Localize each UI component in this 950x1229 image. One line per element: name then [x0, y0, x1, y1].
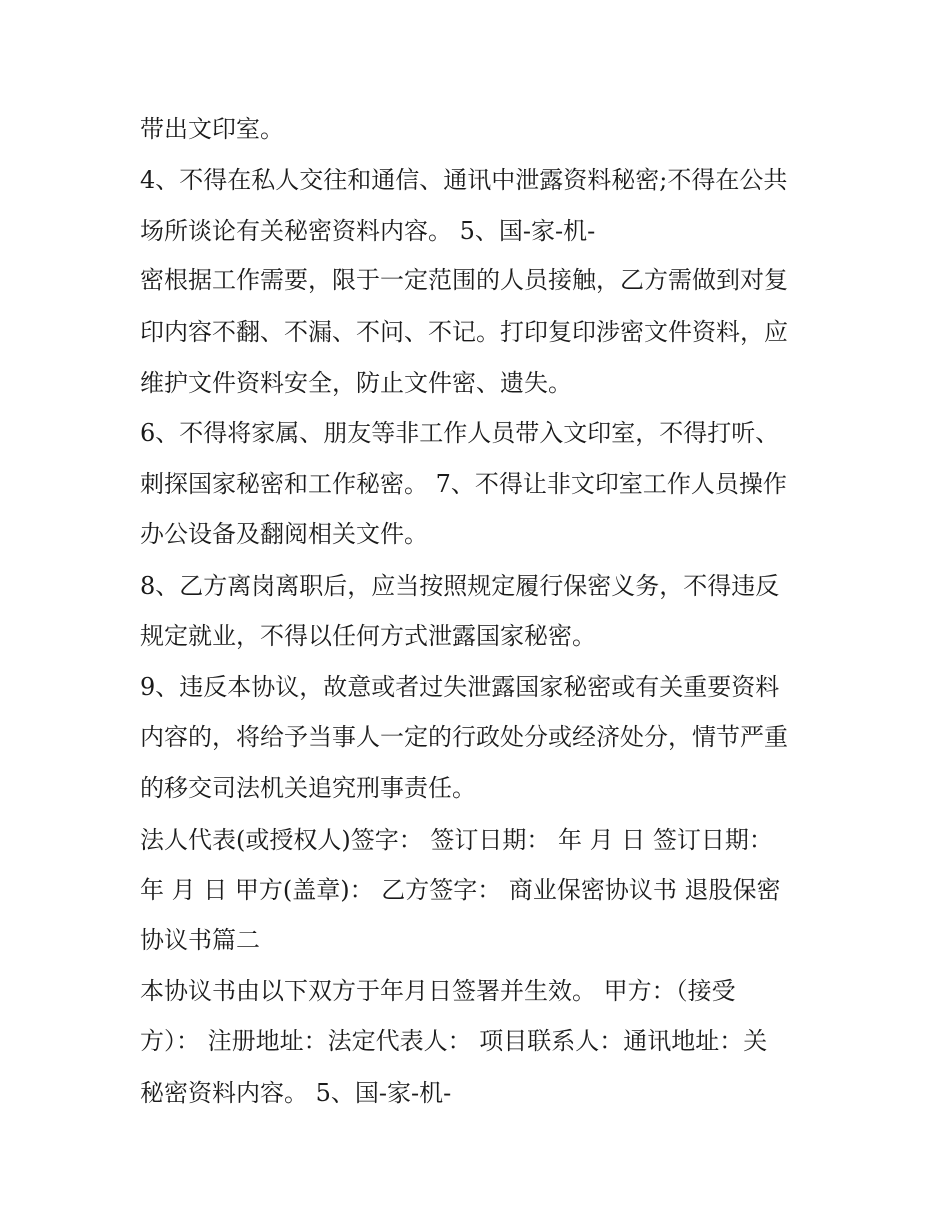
text-line: 维护文件资料安全，防止文件密、遗失。: [140, 369, 572, 397]
text-line: 协议书篇二: [140, 926, 260, 954]
text-line: 密根据工作需要，限于一定范围的人员接触，乙方需做到对复: [140, 266, 788, 294]
text-line: 规定就业，不得以任何方式泄露国家秘密。: [140, 622, 596, 650]
text-line: 4、不得在私人交往和通信、通讯中泄露资料秘密;不得在公共: [140, 166, 788, 194]
text-line: 年 月 日 甲方(盖章)： 乙方签字： 商业保密协议书 退股保密: [140, 876, 781, 904]
text-line: 带出文印室。: [140, 115, 284, 143]
text-line: 秘密资料内容。 5、国-家-机-: [140, 1079, 452, 1107]
text-line: 刺探国家秘密和工作秘密。 7、不得让非文印室工作人员操作: [140, 470, 787, 498]
text-line: 印内容不翻、不漏、不问、不记。打印复印涉密文件资料，应: [140, 318, 788, 346]
text-line: 的移交司法机关追究刑事责任。: [140, 774, 476, 802]
text-line: 场所谈论有关秘密资料内容。 5、国-家-机-: [140, 217, 596, 245]
text-line: 办公设备及翻阅相关文件。: [140, 520, 428, 548]
text-line: 8、乙方离岗离职后，应当按照规定履行保密义务，不得违反: [140, 572, 780, 600]
text-line: 内容的，将给予当事人一定的行政处分或经济处分，情节严重: [140, 723, 788, 751]
text-line: 本协议书由以下双方于年月日签署并生效。 甲方：（接受: [140, 977, 736, 1005]
text-line: 9、违反本协议，故意或者过失泄露国家秘密或有关重要资料: [140, 673, 780, 701]
text-line: 方）： 注册地址：法定代表人： 项目联系人：通讯地址：关: [140, 1027, 768, 1055]
text-line: 法人代表(或授权人)签字： 签订日期： 年 月 日 签订日期：: [140, 826, 773, 854]
text-line: 6、不得将家属、朋友等非工作人员带入文印室，不得打听、: [140, 419, 780, 447]
